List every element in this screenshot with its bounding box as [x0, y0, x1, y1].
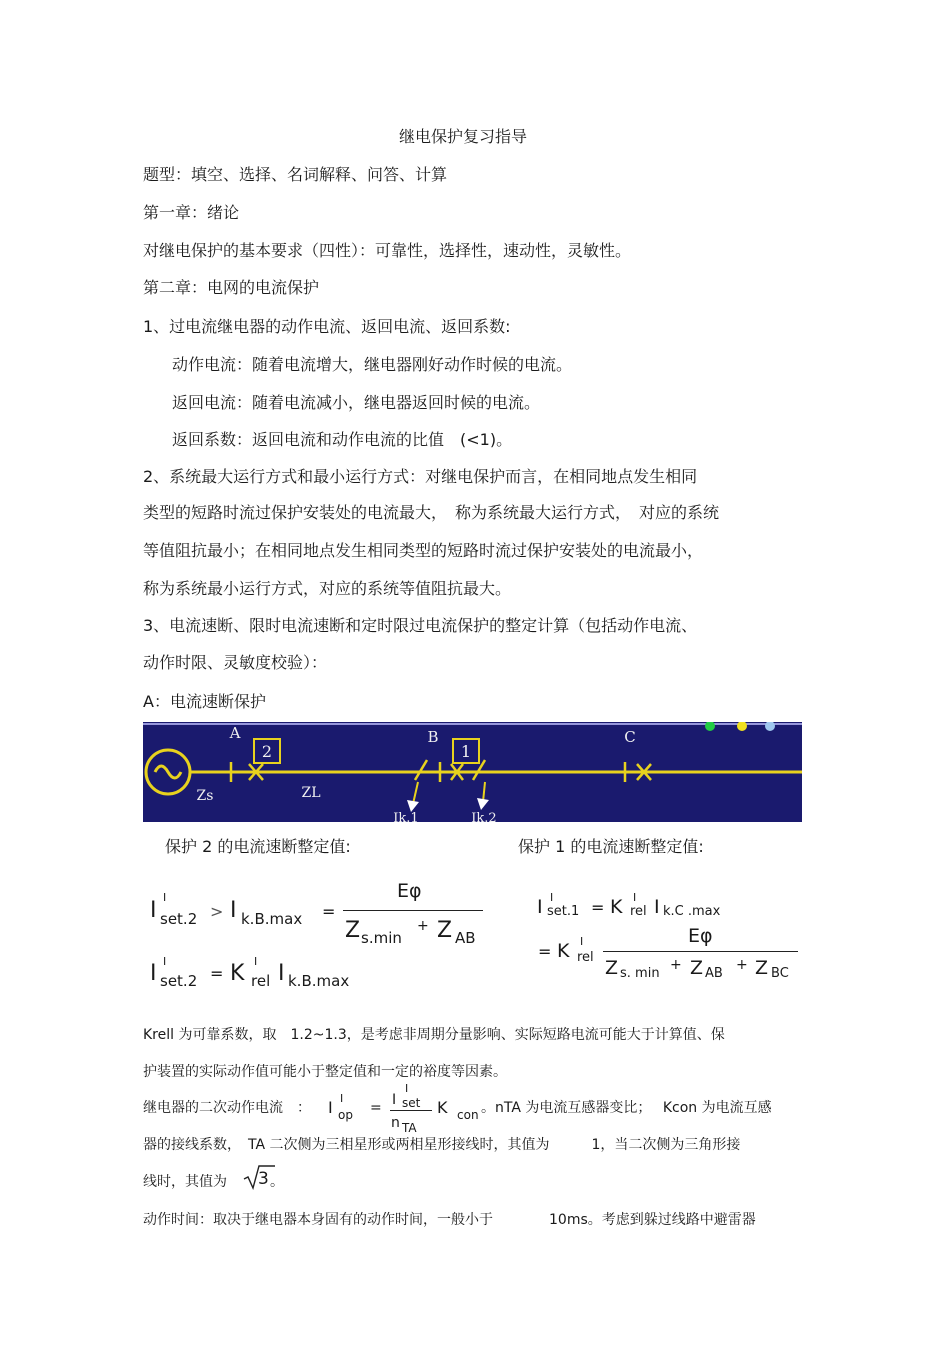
- chapter-1-heading: 第一章：绪论: [143, 203, 240, 222]
- q1-reset-current: 返回电流：随着电流减小，继电器返回时候的电流。: [172, 393, 541, 412]
- q1-heading: 1、过电流继电器的动作电流、返回电流、返回系数:: [143, 317, 511, 336]
- wiring-coefficient-line: 器的接线系数， TA 二次侧为三相星形或两相星形接线时，其值为 1，当二次侧为三角形接: [143, 1137, 741, 1153]
- q1-reset-ratio: 返回系数：返回电流和动作电流的比值 (<1)。: [172, 430, 513, 449]
- chapter-2-heading: 第二章：电网的电流保护: [143, 278, 320, 297]
- zs-label: Zs: [196, 788, 214, 804]
- page-title: 继电保护复习指导: [399, 127, 528, 146]
- zl-label: ZL: [301, 785, 321, 801]
- q2-line-4: 称为系统最小运行方式，对应的系统等值阻抗最大。: [143, 579, 512, 598]
- question-types: 题型：填空、选择、名词解释、问答、计算: [143, 165, 448, 184]
- bus-c-label: C: [624, 728, 636, 746]
- krel-note-line-1: Krell 为可靠系数，取 1.2~1.3，是考虑非周期分量影响、实际短路电流可能大于计算值、保: [143, 1027, 725, 1043]
- relay-1-label: 1: [460, 742, 472, 761]
- q2-line-1: 2、系统最大运行方式和最小运行方式：对继电保护而言，在相同地点发生相同: [143, 467, 698, 486]
- ik2-label: Ik.2: [471, 811, 497, 822]
- basic-requirements: 对继电保护的基本要求（四性）：可靠性，选择性，速动性，灵敏性。: [143, 241, 632, 260]
- section-a-heading: A：电流速断保护: [143, 692, 266, 711]
- caption-protection-2: 保护 2 的电流速断整定值:: [165, 837, 351, 856]
- ik1-label: Ik.1: [393, 811, 419, 822]
- circuit-diagram: [143, 722, 802, 822]
- bus-a-label: A: [229, 724, 241, 742]
- q3-line-2: 动作时限、灵敏度校验）：: [143, 653, 328, 672]
- q1-pickup-current: 动作电流：随着电流增大，继电器刚好动作时候的电流。: [172, 355, 573, 374]
- q2-line-3: 等值阻抗最小；在相同地点发生相同类型的短路时流过保护安装处的电流最小，: [143, 541, 704, 560]
- q3-line-1: 3、电流速断、限时电流速断和定时限过电流保护的整定计算（包括动作电流、: [143, 616, 698, 635]
- operating-time-line: 动作时间：取决于继电器本身固有的动作时间，一般小于 10ms。考虑到躲过线路中避雷器: [143, 1212, 756, 1228]
- q2-line-2: 类型的短路时流过保护安装处的电流最大， 称为系统最大运行方式， 对应的系统: [143, 503, 720, 522]
- krel-note-line-2: 护装置的实际动作值可能小于整定值和一定的裕度等因素。: [143, 1064, 507, 1080]
- caption-protection-1: 保护 1 的电流速断整定值:: [518, 837, 704, 856]
- bus-b-label: B: [427, 728, 439, 746]
- relay-2-label: 2: [261, 742, 273, 761]
